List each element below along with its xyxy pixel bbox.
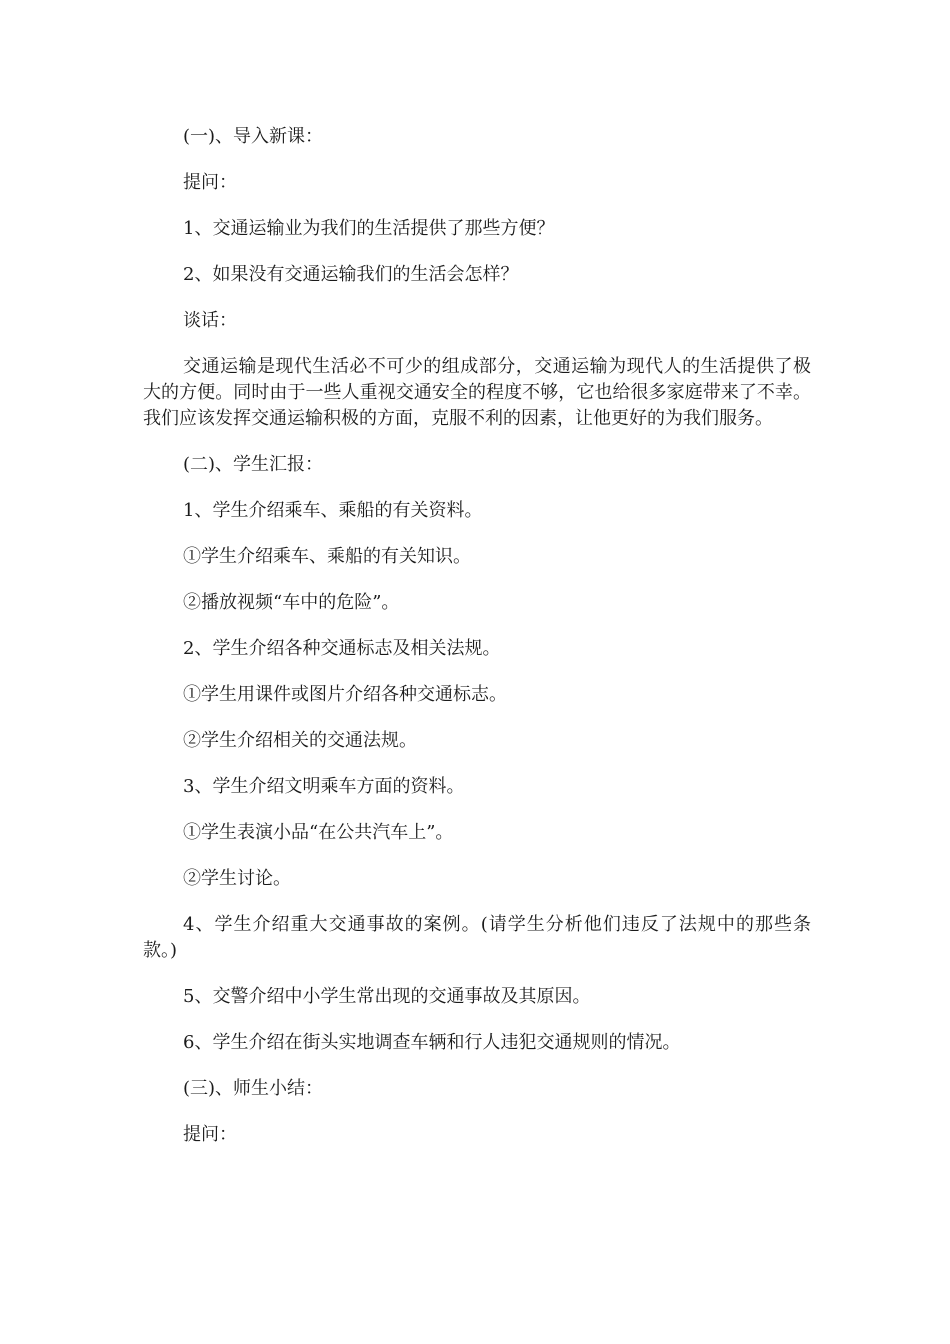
paragraph-question-label: 提问： (183, 172, 237, 193)
report-item-1: 1、学生介绍乘车、乘船的有关资料。 (183, 500, 483, 521)
section-heading-intro: (一)、导入新课： (183, 126, 324, 147)
report-subitem-3b: ②学生讨论。 (183, 868, 291, 889)
report-subitem-1b: ②播放视频“车中的危险”。 (183, 592, 400, 613)
report-subitem-2a: ①学生用课件或图片介绍各种交通标志。 (183, 684, 507, 705)
question-item-1: 1、交通运输业为我们的生活提供了那些方便？ (183, 218, 555, 239)
paragraph-question-label-2: 提问： (183, 1124, 237, 1145)
talk-paragraph: 交通运输是现代生活必不可少的组成部分，交通运输为现代人的生活提供了极大的方便。同时由于一些人重视交通安全的程度不够，它也给很多家庭带来了不幸。我们应该发挥交通运输积极的方面，克服不利的因素，让他更好的为我们服务。 (143, 356, 811, 429)
report-item-3: 3、学生介绍文明乘车方面的资料。 (183, 776, 465, 797)
report-subitem-3a: ①学生表演小品“在公共汽车上”。 (183, 822, 454, 843)
report-subitem-2b: ②学生介绍相关的交通法规。 (183, 730, 417, 751)
document-body (143, 124, 811, 1168)
question-item-2: 2、如果没有交通运输我们的生活会怎样？ (183, 264, 519, 285)
report-item-6: 6、学生介绍在街头实地调查车辆和行人违犯交通规则的情况。 (183, 1032, 681, 1053)
report-subitem-1a: ①学生介绍乘车、乘船的有关知识。 (183, 546, 471, 567)
report-item-2: 2、学生介绍各种交通标志及相关法规。 (183, 638, 501, 659)
section-heading-report: (二)、学生汇报： (183, 454, 324, 475)
paragraph-talk-label: 谈话： (183, 310, 237, 331)
section-heading-summary: (三)、师生小结： (183, 1078, 324, 1099)
report-item-4: 4、学生介绍重大交通事故的案例。(请学生分析他们违反了法规中的那些条款。) (143, 914, 811, 961)
report-item-5: 5、交警介绍中小学生常出现的交通事故及其原因。 (183, 986, 591, 1007)
